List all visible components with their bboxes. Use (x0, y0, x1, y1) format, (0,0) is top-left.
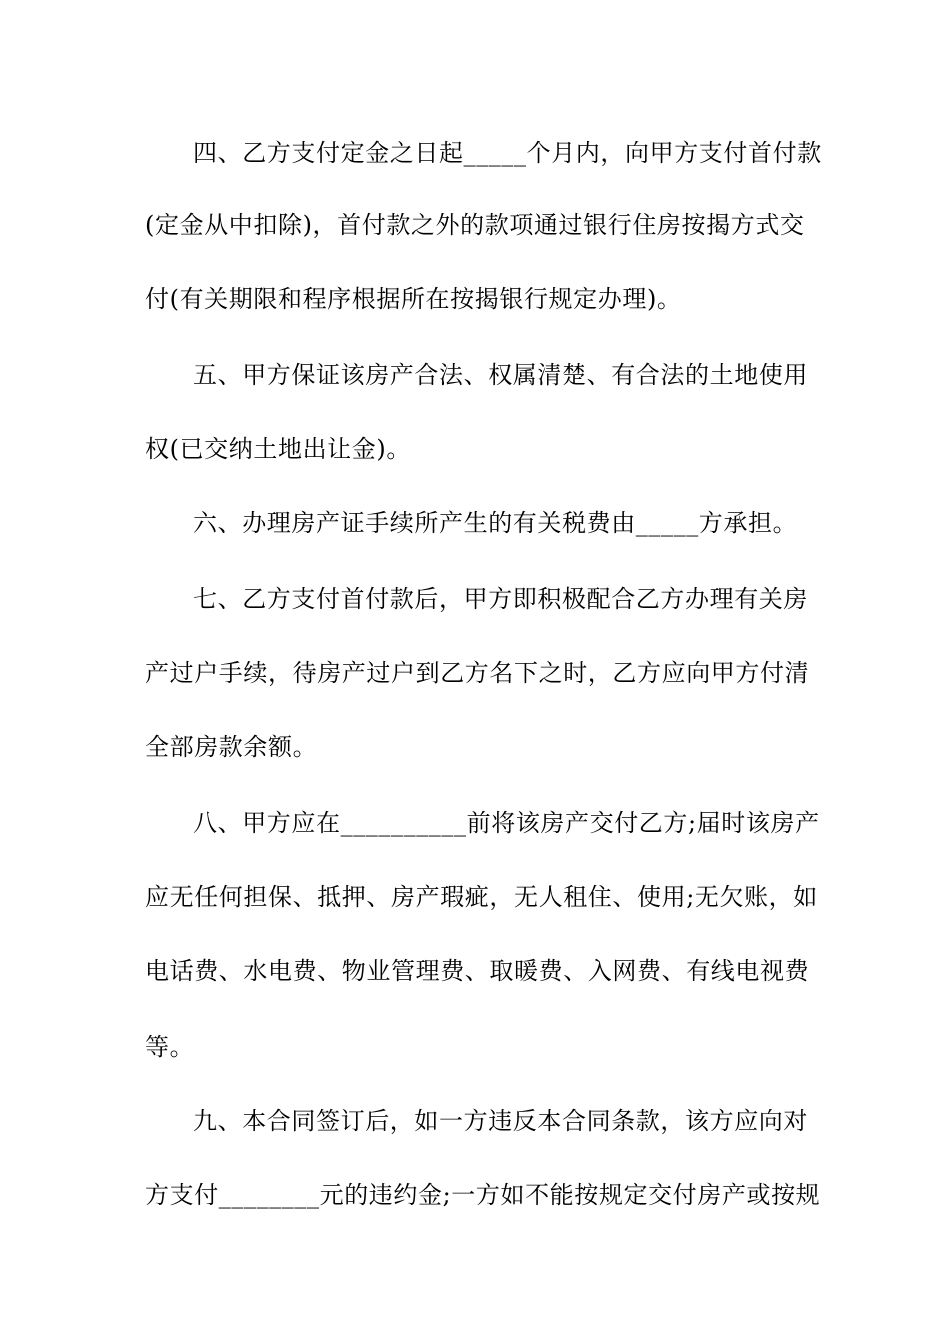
clause-9-line-2: 方支付________元的违约金;一方如不能按规定交付房产或按规 (145, 1181, 821, 1209)
clause-7-line-3: 全部房款余额。 (145, 733, 318, 761)
clause-8-line-4: 等。 (145, 1033, 195, 1061)
clause-8-line-2: 应无任何担保、抵押、房产瑕疵，无人租住、使用;无欠账，如 (145, 883, 818, 911)
clause-9-line-1: 九、本合同签订后，如一方违反本合同条款，该方应向对 (193, 1107, 808, 1135)
clause-8-line-1: 八、甲方应在__________前将该房产交付乙方;届时该房产 (193, 809, 820, 837)
clause-6-line-1: 六、办理房产证手续所产生的有关税费由_____方承担。 (193, 509, 798, 537)
clause-7-line-1: 七、乙方支付首付款后，甲方即积极配合乙方办理有关房 (193, 585, 808, 613)
clause-4-line-3: 付(有关期限和程序根据所在按揭银行规定办理)。 (145, 285, 682, 313)
clause-5-line-1: 五、甲方保证该房产合法、权属清楚、有合法的土地使用 (193, 361, 808, 389)
clause-8-line-3: 电话费、水电费、物业管理费、取暖费、入网费、有线电视费 (145, 957, 810, 985)
clause-4-line-1: 四、乙方支付定金之日起_____个月内，向甲方支付首付款 (193, 139, 822, 167)
clause-5-line-2: 权(已交纳土地出让金)。 (145, 435, 411, 463)
clause-7-line-2: 产过户手续，待房产过户到乙方名下之时，乙方应向甲方付清 (145, 659, 810, 687)
clause-4-line-2: (定金从中扣除)，首付款之外的款项通过银行住房按揭方式交 (145, 211, 805, 239)
